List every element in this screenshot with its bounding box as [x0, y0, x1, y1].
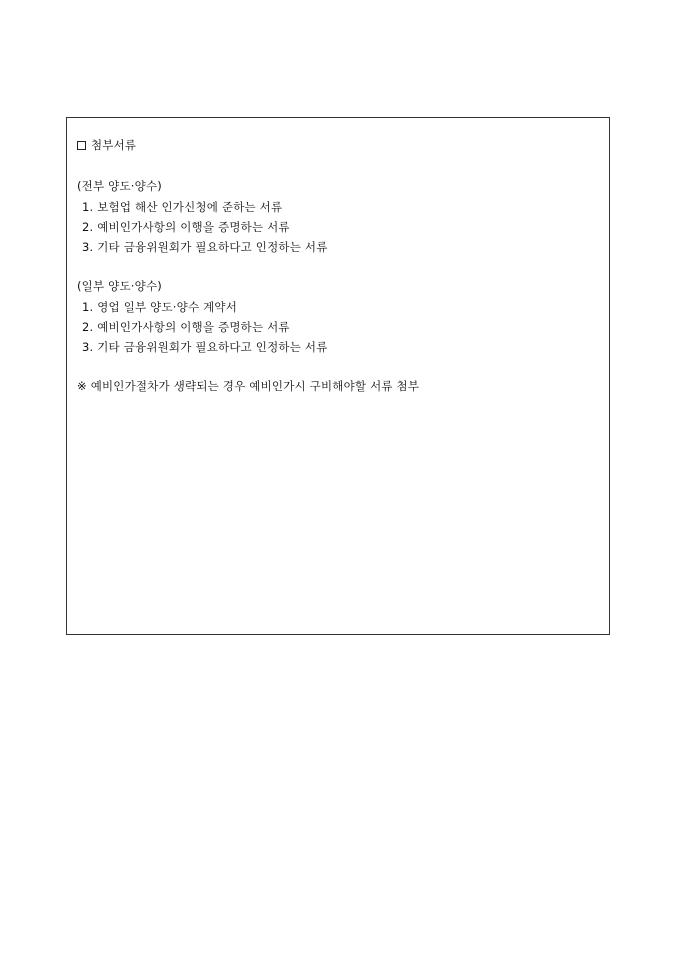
full-transfer-item-2: 2. 예비인가사항의 이행을 증명하는 서류: [82, 220, 290, 234]
checkbox-icon: [77, 141, 86, 150]
heading-label: 첨부서류: [91, 138, 137, 152]
section-heading: [77, 138, 136, 152]
partial-transfer-item-2: 2. 예비인가사항의 이행을 증명하는 서류: [82, 320, 290, 334]
partial-transfer-item-1: 1. 영업 일부 양도·양수 계약서: [82, 300, 238, 314]
partial-transfer-item-3: 3. 기타 금융위원회가 필요하다고 인정하는 서류: [82, 340, 328, 354]
partial-transfer-title: (일부 양도·양수): [77, 279, 162, 293]
full-transfer-item-3: 3. 기타 금융위원회가 필요하다고 인정하는 서류: [82, 240, 328, 254]
full-transfer-title: (전부 양도·양수): [77, 179, 162, 193]
preliminary-approval-note: ※ 예비인가절차가 생략되는 경우 예비인가시 구비해야할 서류 첨부: [77, 379, 420, 393]
full-transfer-item-1: 1. 보험업 해산 인가신청에 준하는 서류: [82, 200, 283, 214]
attachment-documents-box: [66, 117, 610, 635]
